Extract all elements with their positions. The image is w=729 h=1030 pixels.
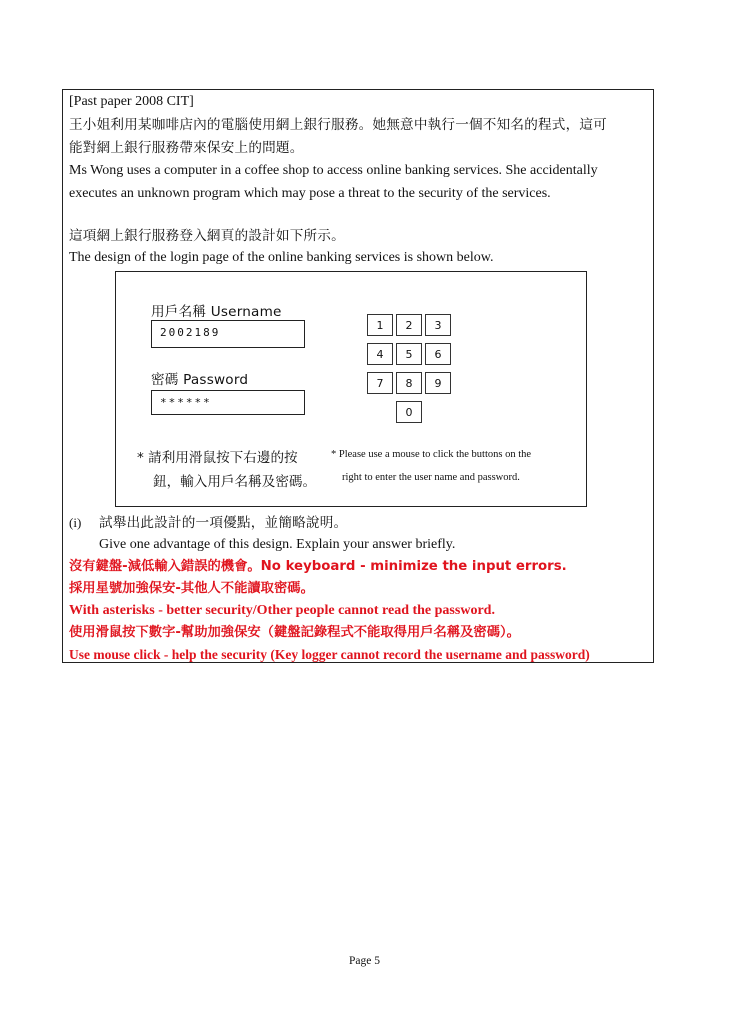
key-1-button[interactable]: 1 xyxy=(367,314,393,336)
login-page-mockup xyxy=(115,271,587,507)
page-number: Page 5 xyxy=(349,955,380,967)
key-0-button[interactable]: 0 xyxy=(396,401,422,423)
intro-en-line-1: Ms Wong uses a computer in a coffee shop to access online banking services. She accidentally xyxy=(69,163,598,178)
key-4-button[interactable]: 4 xyxy=(367,343,393,365)
answer-line-1: 沒有鍵盤-減低輸入錯誤的機會。No keyboard - minimize the input errors. xyxy=(69,559,567,574)
question-text-en: Give one advantage of this design. Explain your answer briefly. xyxy=(99,537,456,552)
answer-line-2: 採用星號加強保安-其他人不能讀取密碼。 xyxy=(69,581,314,596)
note-zh-line-1: * 請利用滑鼠按下右邊的按 xyxy=(137,450,298,466)
design-zh: 這項網上銀行服務登入網頁的設計如下所示。 xyxy=(69,228,345,244)
intro-zh-line-1: 王小姐利用某咖啡店內的電腦使用網上銀行服務。她無意中執行一個不知名的程式，這可 xyxy=(69,117,607,133)
intro-en-line-2: executes an unknown program which may pose a threat to the security of the services. xyxy=(69,186,551,201)
note-en-line-2: right to enter the user name and password. xyxy=(342,472,520,483)
intro-zh-line-2: 能對網上銀行服務帶來保安上的問題。 xyxy=(69,140,304,156)
username-label: 用戶名稱 Username xyxy=(151,304,282,320)
question-number: (i) xyxy=(69,515,82,530)
key-8-button[interactable]: 8 xyxy=(396,372,422,394)
answer-line-3: With asterisks - better security/Other people cannot read the password. xyxy=(69,603,495,618)
username-field[interactable]: 2002189 xyxy=(151,320,305,348)
key-5-button[interactable]: 5 xyxy=(396,343,422,365)
answer-line-5: Use mouse click - help the security (Key logger cannot record the username and password) xyxy=(69,647,590,662)
answer-line-4: 使用滑鼠按下數字-幫助加強保安（鍵盤記錄程式不能取得用戶名稱及密碼）。 xyxy=(69,625,520,640)
question-text-zh: 試舉出此設計的一項優點，並簡略說明。 xyxy=(99,515,348,531)
note-en-line-1: * Please use a mouse to click the buttons on the xyxy=(331,449,532,460)
key-2-button[interactable]: 2 xyxy=(396,314,422,336)
password-field[interactable]: ****** xyxy=(151,390,305,415)
key-9-button[interactable]: 9 xyxy=(425,372,451,394)
design-en: The design of the login page of the online banking services is shown below. xyxy=(69,250,494,265)
key-7-button[interactable]: 7 xyxy=(367,372,393,394)
key-6-button[interactable]: 6 xyxy=(425,343,451,365)
key-3-button[interactable]: 3 xyxy=(425,314,451,336)
source-label: [Past paper 2008 CIT] xyxy=(69,94,194,109)
note-zh-line-2: 鈕，輸入用戶名稱及密碼。 xyxy=(153,474,317,490)
password-label: 密碼 Password xyxy=(151,372,249,388)
